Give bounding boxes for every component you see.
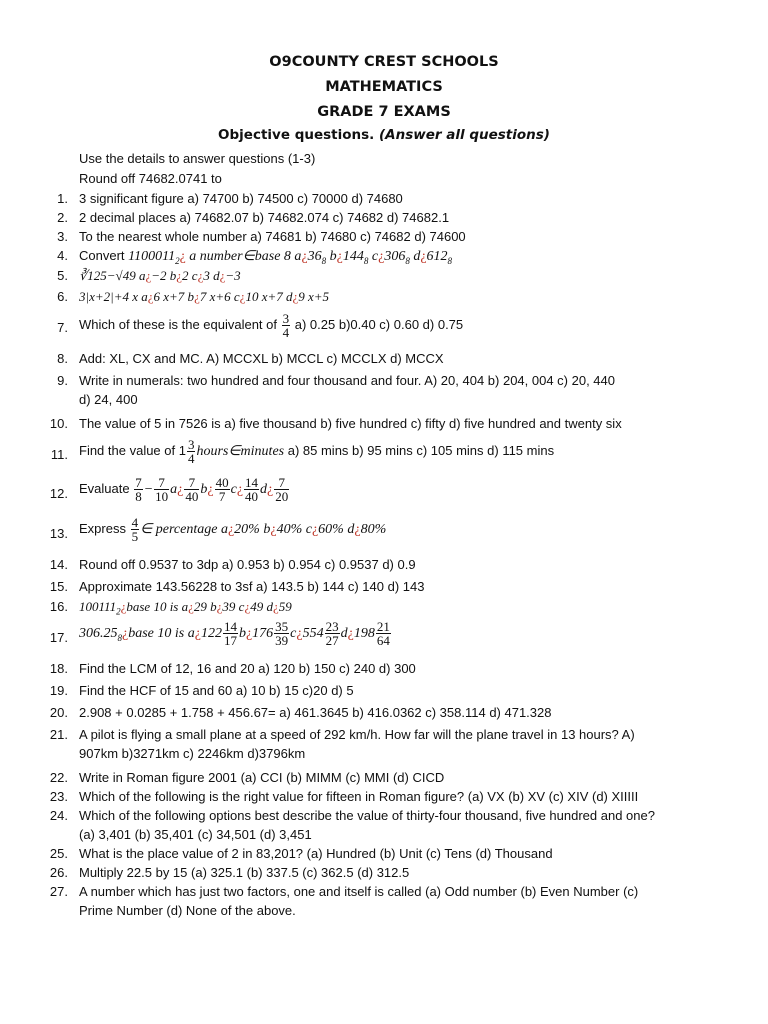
question-text: ∛125−√49 a¿−2 b¿2 c¿3 d¿−3 [79, 268, 241, 283]
question-text: $306.25_8¿base$ 10 is a¿122 $\frac{14}{17}$ b¿176 $\frac{35}{39}$ c¿554 $\frac{23}{27}$ d¿198 $\frac{21}{64}$ [79, 619, 390, 648]
question-number: 23. [49, 789, 68, 804]
question-number: 24. [49, 808, 68, 823]
question-text: Which of the following options best describe the value of thirty-four thousand, five hundred and one? (a) 3,401 (b) 35,401 (c) 34,501 (d) 3,451 [79, 808, 655, 842]
question-text: Find the HCF of 15 and 60 a) 10 b) 15 c)20 d) 5 [79, 683, 354, 698]
question-number: 21. [49, 727, 68, 742]
question-number: 19. [49, 683, 68, 698]
question-number: 16. [49, 599, 68, 614]
question-text: The value of 5 in 7526 is a) five thousand b) five hundred c) fifty d) five hundred and twenty six [79, 416, 622, 431]
section-note: (Answer all questions) [379, 127, 550, 143]
question-number: 9. [57, 373, 68, 388]
section-title [0, 127, 768, 143]
question-text: To the nearest whole number a) 74681 b) 74680 c) 74682 d) 74600 [79, 229, 466, 244]
question-number: 5. [57, 268, 68, 283]
question-text: What is the place value of 2 in 83,201? (a) Hundred (b) Unit (c) Tens (d) Thousand [79, 846, 553, 861]
question-text: A number which has just two factors, one and itself is called (a) Odd number (b) Even Number (c) Prime Number (d) None of the above. [79, 884, 639, 918]
question-text: A pilot is flying a small plane at a speed of 292 km/h. How far will the plane travel in 13 hours? A) 907km b)3271km c) 2246km d)3796km [79, 727, 635, 761]
question-number: 13. [49, 526, 68, 541]
question-text: Find the value of 1 $\frac{3}{4}$ hours∈minutes a) 85 mins b) 95 mins c) 105 mins d) 115 mins [79, 437, 555, 466]
question-number: 18. [49, 661, 68, 676]
question-text: Add: XL, CX and MC. A) MCCXL b) MCCL c) MCCLX d) MCCX [79, 351, 444, 366]
question-number: 12. [49, 486, 68, 501]
question-number: 4. [57, 248, 68, 263]
question-text: 3|x+2|+4 x a¿6 x+7 b¿7 x+6 c¿10 x+7 d¿9 x+5 [79, 289, 330, 304]
question-number: 2. [57, 210, 68, 225]
question-number: 25. [49, 846, 68, 861]
fraction: $\frac{3}{4}$ [282, 311, 290, 340]
question-number: 15. [49, 579, 68, 594]
question-number: 20. [49, 705, 68, 720]
question-number: 17. [49, 630, 68, 645]
question-text: Which of these is the equivalent of $\frac{3}{4}$ a) 0.25 b)0.40 c) 0.60 d) 0.75 [79, 311, 464, 340]
subject-title: MATHEMATICS [325, 79, 443, 95]
question-text: Round off 0.9537 to 3dp a) 0.953 b) 0.954 c) 0.9537 d) 0.9 [79, 557, 416, 572]
question-text: Multiply 22.5 by 15 (a) 325.1 (b) 337.5 (c) 362.5 (d) 312.5 [79, 865, 410, 880]
intro-line-2: Round off 74682.0741 to [79, 171, 222, 186]
question-text: Find the LCM of 12, 16 and 20 a) 120 b) 150 c) 240 d) 300 [79, 661, 416, 676]
question-text: Convert $1100011_2¿$ a number∈base 8 $a¿36_8$ $b¿144_8$ $c¿306_8$ $d¿612_8$ [79, 248, 453, 266]
question-text: 2 decimal places a) 74682.07 b) 74682.074 c) 74682 d) 74682.1 [79, 210, 450, 225]
question-text: Write in numerals: two hundred and four thousand and four. A) 20, 404 b) 204, 004 c) 20, 440 d) 24, 400 [79, 373, 615, 407]
question-number: 27. [49, 884, 68, 899]
exam-title: GRADE 7 EXAMS [317, 104, 451, 120]
question-number: 6. [57, 289, 68, 304]
question-number: 1. [57, 191, 68, 206]
question-number: 3. [57, 229, 68, 244]
question-text: Approximate 143.56228 to 3sf a) 143.5 b) 144 c) 140 d) 143 [79, 579, 425, 594]
question-number: 26. [49, 865, 68, 880]
intro-line-1: Use the details to answer questions (1-3) [79, 151, 316, 166]
question-text: Which of the following is the right value for fifteen in Roman figure? (a) VX (b) XV (c) XIV (d) XIIIII [79, 789, 639, 804]
question-text: Express $\frac{4}{5}$ ∈ percentage a¿20% b¿40% c¿60% d¿80% [79, 515, 387, 544]
school-name: O9COUNTY CREST SCHOOLS [269, 54, 499, 70]
question-number: 8. [57, 351, 68, 366]
question-text: $100111_2¿base$ 10 is a¿29 b¿39 c¿49 d¿59 [79, 599, 292, 617]
question-number: 11. [50, 447, 68, 462]
fraction: $\frac{3}{4}$ [187, 437, 195, 466]
question-number: 14. [49, 557, 68, 572]
question-text: Evaluate $\frac{7}{8}$ − $\frac{7}{10}$ a¿ $\frac{7}{40}$ b¿ $\frac{40}{7}$ c¿ $\frac{14}{40}$ d¿ $\frac{7}{20}$ [79, 475, 289, 504]
question-text: 3 significant figure a) 74700 b) 74500 c) 70000 d) 74680 [79, 191, 403, 206]
question-number: 7. [57, 320, 68, 335]
question-text: Write in Roman figure 2001 (a) CCI (b) MIMM (c) MMI (d) CICD [79, 770, 445, 785]
question-text: 2.908 + 0.0285 + 1.758 + 456.67= a) 461.3645 b) 416.0362 c) 358.114 d) 471.328 [79, 705, 552, 720]
question-number: 22. [49, 770, 68, 785]
question-number: 10. [49, 416, 68, 431]
section-label: Objective questions. [218, 127, 375, 143]
